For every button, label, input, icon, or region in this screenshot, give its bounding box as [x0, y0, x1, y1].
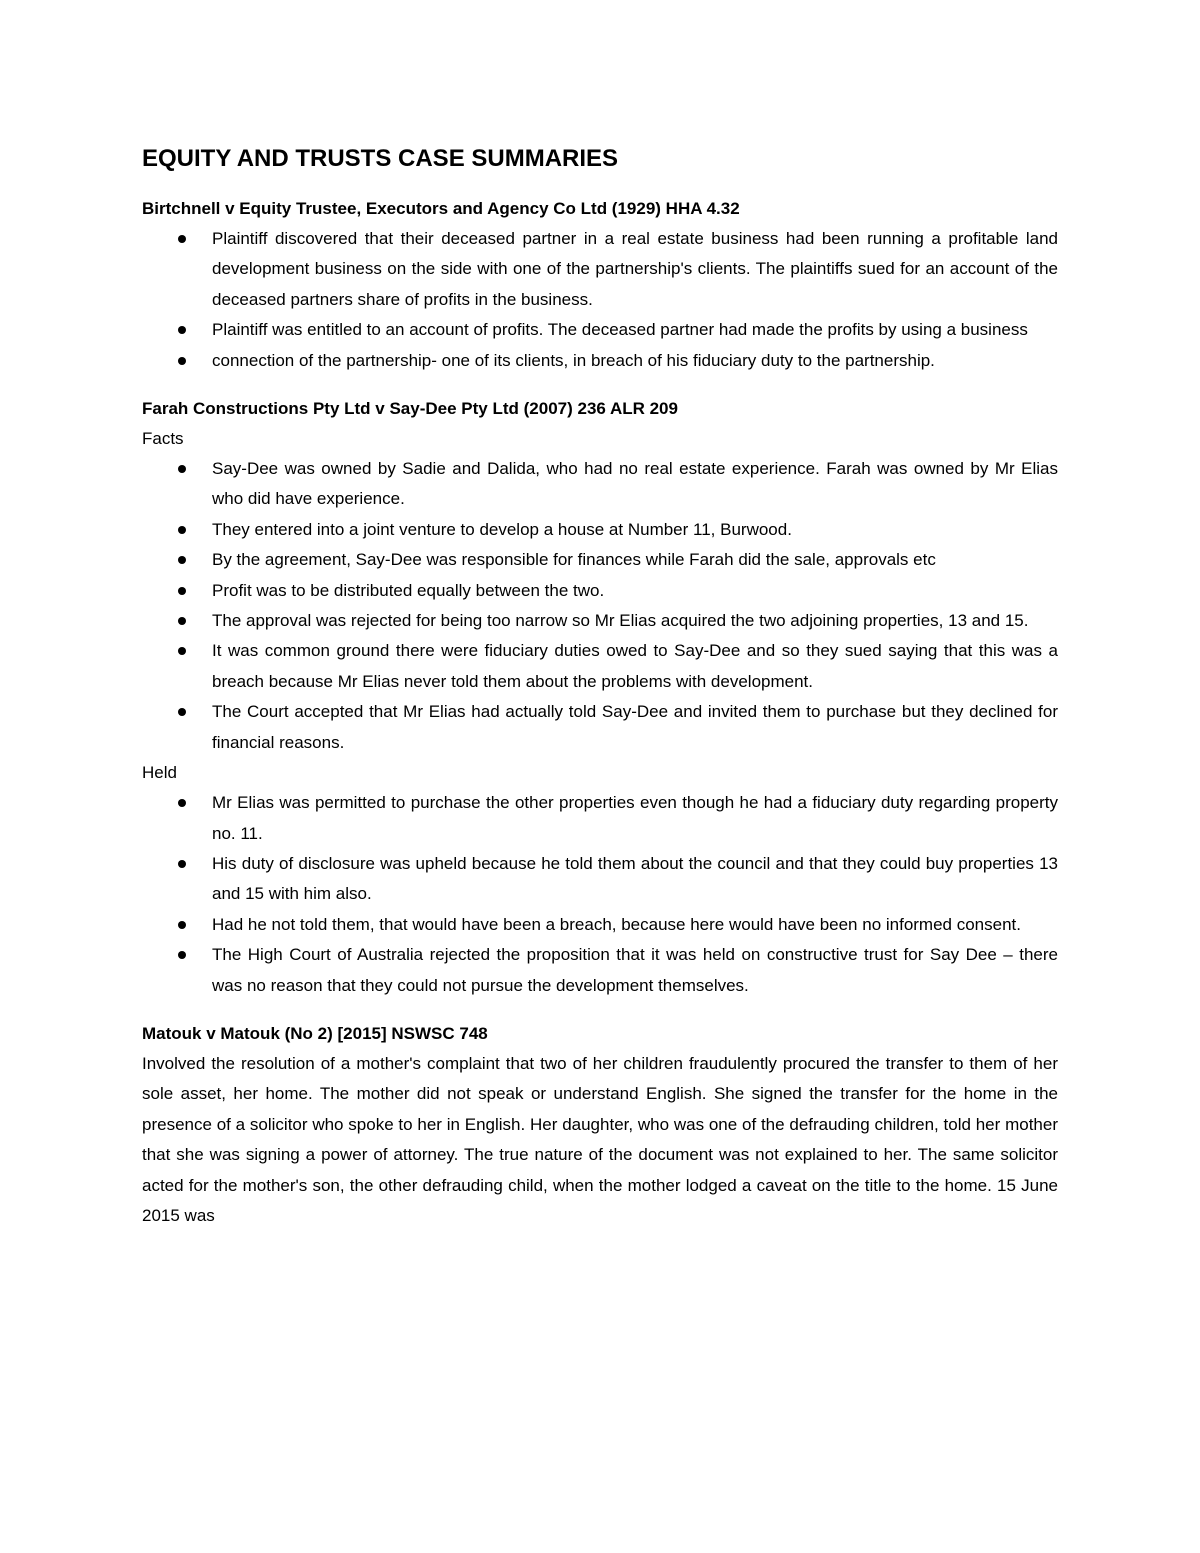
bullet-icon [178, 357, 186, 365]
document-body [142, 142, 1058, 1249]
list-item-text: Plaintiff discovered that their deceased partner in a real estate business had been running a profitable land development business on the side with one of the partnership's clients. The plaintiffs sued for an account of the deceased partners share of profits in the business. [212, 229, 1058, 309]
case-birtchnell [142, 194, 1058, 376]
bullet-list [142, 224, 1058, 376]
list-item-text: By the agreement, Say-Dee was responsible for finances while Farah did the sale, approvals etc [212, 550, 936, 570]
held-label: Held [142, 763, 177, 783]
document-title: EQUITY AND TRUSTS CASE SUMMARIES [142, 145, 619, 172]
bullet-icon [178, 556, 186, 564]
facts-list [142, 454, 1058, 758]
list-item [142, 515, 1058, 545]
bullet-icon [178, 587, 186, 595]
list-item-text: connection of the partnership- one of its clients, in breach of his fiduciary duty to the partnership. [212, 350, 935, 370]
list-item-text: Profit was to be distributed equally between the two. [212, 580, 605, 600]
list-item-text: Mr Elias was permitted to purchase the other properties even though he had a fiduciary duty regarding property no. 11. [212, 793, 1058, 843]
bullet-icon [178, 799, 186, 807]
facts-label: Facts [142, 429, 184, 449]
case-heading: Matouk v Matouk (No 2) [2015] NSWSC 748 [142, 1023, 488, 1043]
list-item-text: His duty of disclosure was upheld because he told them about the council and that they could buy properties 13 and 15 with him also. [212, 853, 1058, 904]
list-item-text: Plaintiff was entitled to an account of profits. The deceased partner had made the profits by using a business [212, 320, 1028, 340]
bullet-icon [178, 326, 186, 334]
list-item [142, 315, 1058, 345]
case-heading: Birtchnell v Equity Trustee, Executors and Agency Co Ltd (1929) HHA 4.32 [142, 199, 740, 218]
bullet-icon [178, 465, 186, 473]
list-item [142, 910, 1058, 940]
bullet-icon [178, 526, 186, 534]
list-item-text: It was common ground there were fiduciary duties owed to Say-Dee and so they sued saying that this was a breach because Mr Elias never told them about the problems with development. [212, 641, 1058, 691]
held-list [142, 788, 1058, 1001]
bullet-icon [178, 860, 186, 868]
list-item-text: The High Court of Australia rejected the proposition that it was held on constructive trust for Say Dee – there was no reason that they could not pursue the development themselves. [212, 945, 1058, 995]
bullet-icon [178, 617, 186, 625]
list-item [142, 697, 1058, 758]
list-item [142, 224, 1058, 315]
list-item-text: They entered into a joint venture to develop a house at Number 11, Burwood. [212, 519, 792, 539]
list-item-text: The approval was rejected for being too narrow so Mr Elias acquired the two adjoining properties, 13 and 15. [212, 611, 1029, 631]
list-item-text: The Court accepted that Mr Elias had actually told Say-Dee and invited them to purchase but they declined for financial reasons. [212, 702, 1058, 752]
case-paragraph: Involved the resolution of a mother's complaint that two of her children fraudulently procured the transfer to them of her sole asset, her home. The mother did not speak or understand English. She signed the transfer for the home in the presence of a solicitor who spoke to her in English. Her daughter, who was one of the defrauding children, told her mother that she was signing a power of attorney. The true nature of the document was not explained to her. The same solicitor acted for the mother's son, the other defrauding child, when the mother lodged a caveat on the title to the home. 15 June 2015 was [142, 1053, 1058, 1225]
case-farah [142, 394, 1058, 1001]
list-item [142, 606, 1058, 636]
case-heading: Farah Constructions Pty Ltd v Say-Dee Pty Ltd (2007) 236 ALR 209 [142, 399, 678, 419]
list-item [142, 545, 1058, 575]
bullet-icon [178, 921, 186, 929]
bullet-icon [178, 951, 186, 959]
bullet-icon [178, 647, 186, 655]
list-item [142, 346, 1058, 376]
list-item [142, 788, 1058, 849]
list-item [142, 454, 1058, 515]
list-item-text: Had he not told them, that would have been a breach, because here would have been no informed consent. [212, 914, 1021, 934]
bullet-icon [178, 708, 186, 716]
list-item-text: Say-Dee was owned by Sadie and Dalida, who had no real estate experience. Farah was owned by Mr Elias who did have experience. [212, 459, 1058, 509]
list-item [142, 940, 1058, 1001]
case-matouk [142, 1019, 1058, 1231]
bullet-icon [178, 235, 186, 243]
list-item [142, 576, 1058, 606]
list-item [142, 636, 1058, 697]
list-item [142, 849, 1058, 910]
